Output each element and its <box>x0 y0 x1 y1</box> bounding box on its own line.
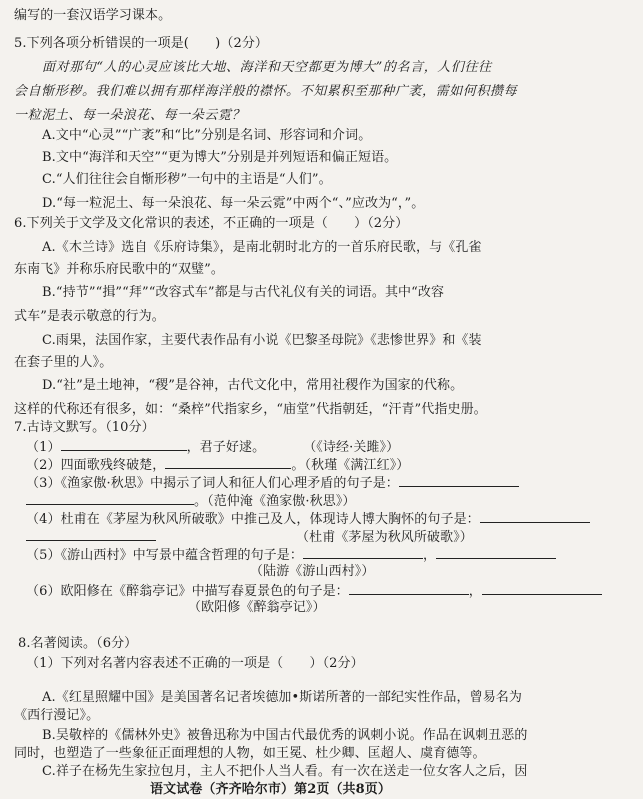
q8-stem: 8.名著阅读。（6分） <box>18 636 138 651</box>
q7-item-5-source: （陆游《游山西村》） <box>250 564 375 579</box>
q5-option-d: D.“每一粒泥土、每一朵浪花、每一朵云霓”中两个“、”应改为“，”。 <box>42 196 425 211</box>
q6-option-d-cont: 这样的代称还有很多，如：“桑梓”代指家乡，“庙堂”代指朝廷，“汗青”代指史册。 <box>14 402 487 417</box>
answer-blank[interactable] <box>480 510 590 523</box>
q7-item-2 <box>26 456 409 474</box>
q5-passage-line: 会自惭形秽。我们难以拥有那样海洋般的襟怀。不知累积至那种广袤，需如何积攒每 <box>14 84 518 99</box>
intro-tail: 编写的一套汉语学习课本。 <box>14 8 172 23</box>
answer-blank[interactable] <box>303 546 423 559</box>
q7-stem: 7.古诗文默写。（10分） <box>14 420 155 435</box>
answer-blank[interactable] <box>436 546 556 559</box>
answer-blank[interactable] <box>26 528 156 541</box>
q6-stem: 6.下列关于文学及文化常识的表述，不正确的一项是（ ）（2分） <box>14 216 409 231</box>
q7-item-4 <box>26 510 590 528</box>
q7-item-6-source: （欧阳修《醉翁亭记》） <box>188 600 326 615</box>
q5-passage-line: 一粒泥土、每一朵浪花、每一朵云霓？ <box>14 108 246 123</box>
q7-item-3 <box>26 474 519 492</box>
q7-item-6-text: （6）欧阳修在《醉翁亭记》中描写春夏景色的句子是： <box>26 584 349 599</box>
q7-item-4-text: （4）杜甫在《茅屋为秋风所破歌》中推己及人，体现诗人博大胸怀的句子是： <box>26 512 480 527</box>
q5-option-b: B.文中“海洋和天空”“更为博大”分别是并列短语和偏正短语。 <box>42 150 398 165</box>
q7-item-1 <box>26 438 399 456</box>
q7-item-6: （6）欧阳修在《醉翁亭记》中描写春夏景色的句子是： ， <box>26 582 602 600</box>
q6-option-c: C.雨果，法国作家，主要代表作品有小说《巴黎圣母院》《悲惨世界》和《装 <box>42 333 482 348</box>
answer-blank[interactable] <box>349 582 469 595</box>
q8-option-b-cont: 同时，也塑造了一些象征正面理想的人物，如王冕、杜少卿、匡超人、虞育德等。 <box>14 746 486 761</box>
answer-blank[interactable] <box>482 582 602 595</box>
q7-item-4-line2 <box>26 528 473 546</box>
q7-item-2-num: （2） <box>26 458 61 473</box>
q5-passage-line: 面对那句“人的心灵应该比大地、海洋和天空都更为博大”的名言，人们往往 <box>42 60 492 75</box>
q5-option-a: A.文中“心灵”“广袤”和“比”分别是名词、形容词和介词。 <box>42 128 372 143</box>
q5-option-c: C.“人们往往会自惭形秽”一句中的主语是“人们”。 <box>42 172 332 187</box>
q6-option-b-cont: 式车”是表示敬意的行为。 <box>14 309 165 324</box>
q7-item-1-num: （1） <box>26 440 61 455</box>
q7-item-3-line2 <box>26 492 356 510</box>
q8-option-b: B.吴敬梓的《儒林外史》被鲁迅称为中国古代最优秀的讽刺小说。作品在讽刺丑恶的 <box>42 728 528 743</box>
q6-option-a: A.《木兰诗》选自《乐府诗集》，是南北朝时北方的一首乐府民歌，与《孔雀 <box>42 240 482 255</box>
q7-item-1-text: ，君子好逑。 <box>186 440 266 455</box>
q7-item-1-source: （《诗经·关雎》） <box>303 440 400 455</box>
answer-blank[interactable] <box>26 492 194 505</box>
q6-option-c-cont: 在套子里的人》。 <box>14 355 113 370</box>
q8-option-c: C.祥子在杨先生家拉包月，主人不把仆人当人看。有一次在送走一位女客人之后，因 <box>42 764 528 779</box>
answer-blank[interactable] <box>399 474 519 487</box>
q7-item-2-source: 。（秋瑾《满江红》） <box>291 458 410 473</box>
q7-item-5-text: （5）《游山西村》中写景中蕴含哲理的句子是： <box>26 548 303 563</box>
answer-blank[interactable] <box>61 438 187 451</box>
q7-item-4-source: （杜甫《茅屋为秋风所破歌》） <box>296 530 473 545</box>
q7-item-2-text: 四面歌残终破楚， <box>60 458 166 473</box>
q6-option-b: B.“持节”“揖”“拜”“改容式车”都是与古代礼仪有关的词语。其中“改容 <box>42 285 445 300</box>
q7-item-5: （5）《游山西村》中写景中蕴含哲理的句子是： ， <box>26 546 556 564</box>
page-footer: 语文试卷（齐齐哈尔市）第2页（共8页） <box>150 782 391 797</box>
q7-item-3-text: （3）《渔家傲·秋思》中揭示了词人和征人们心理矛盾的句子是： <box>26 476 399 491</box>
q8-option-a: A.《红星照耀中国》是美国著名记者埃德加•斯诺所著的一部纪实性作品，曾易名为 <box>42 690 522 705</box>
q7-item-3-source: 。（范仲淹《渔家傲·秋思》） <box>194 494 356 509</box>
q6-option-a-cont: 东南飞》并称乐府民歌中的“双璧”。 <box>14 262 224 277</box>
q8-sub: （1）下列对名著内容表述不正确的一项是（ ）（2分） <box>26 656 364 671</box>
q5-stem: 5.下列各项分析错误的一项是( )（2分） <box>14 36 269 51</box>
q6-option-d: D.“社”是土地神，“稷”是谷神，古代文化中，常用社稷作为国家的代称。 <box>42 378 464 393</box>
q8-option-a-cont: 《西行漫记》。 <box>14 708 100 723</box>
answer-blank[interactable] <box>165 456 291 469</box>
